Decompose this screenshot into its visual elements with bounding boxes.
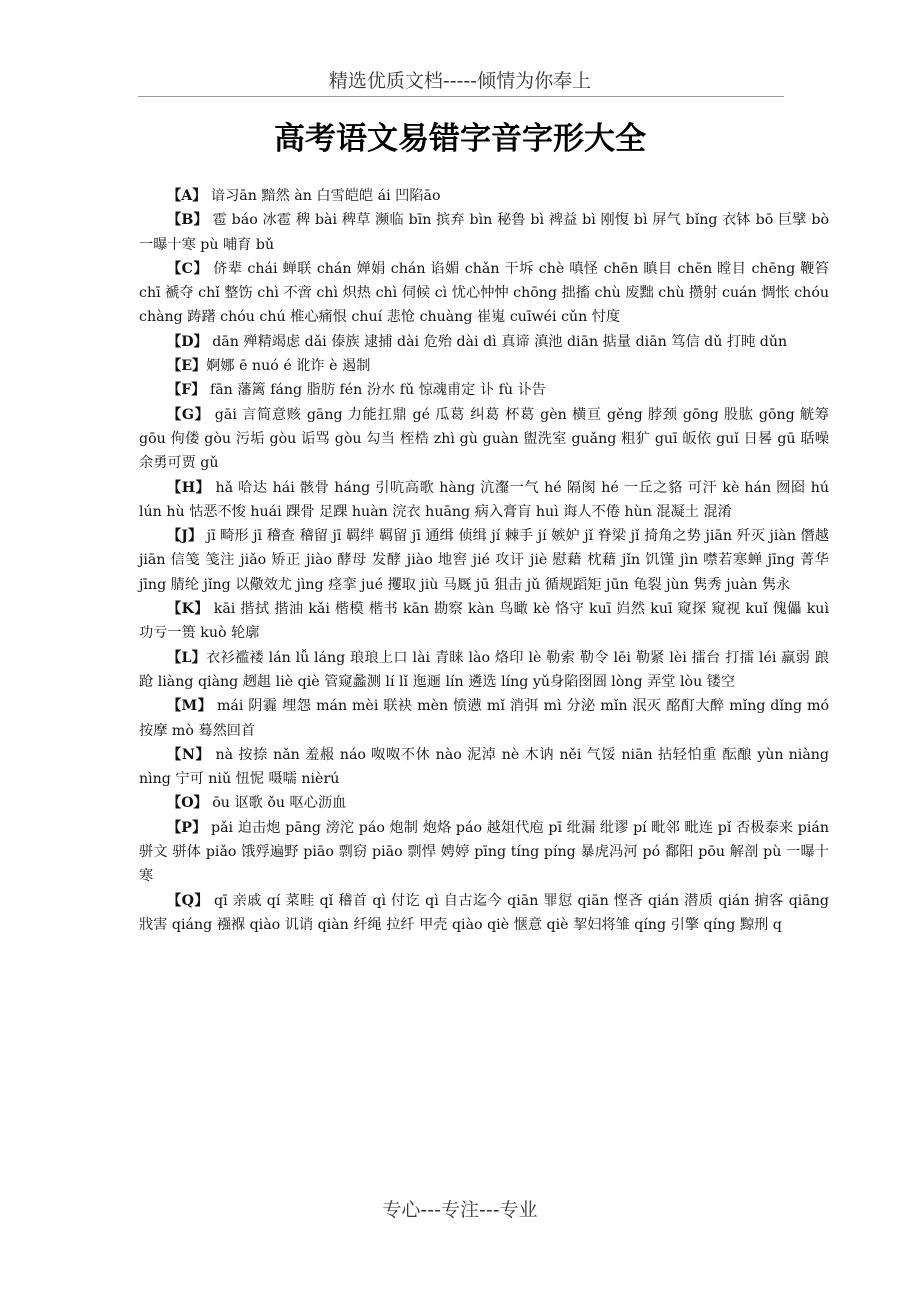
section-a	[139, 184, 829, 208]
section-d	[139, 330, 829, 354]
header-divider	[138, 96, 784, 97]
page-header: 精选优质文档-----倾情为你奉上	[328, 70, 592, 92]
section-label: 【E】	[167, 358, 207, 375]
section-label: 【J】	[167, 528, 203, 545]
section-label: 【B】	[167, 212, 208, 229]
section-q	[139, 889, 829, 938]
section-text: pǎi 迫击炮 pāng 滂沱 páo 炮制 炮烙 páo 越俎代庖 pī 纰漏 纰谬 pí 毗邻 毗连 pǐ 否极泰来 pián 骈文 骈体 piǎo 饿殍遍野 piāo 剽窃 piāo 剽悍 娉婷 pīng tíng píng 暴虎冯河 pó 鄱阳 pōu 解剖 pù 一曝十寒	[139, 819, 829, 885]
section-h	[139, 476, 829, 525]
section-c	[139, 257, 829, 330]
section-label: 【G】	[167, 406, 210, 423]
section-k	[139, 597, 829, 646]
section-o	[139, 791, 829, 815]
section-text: mái 阴霾 埋怨 mán mèi 联袂 mèn 愤懑 mǐ 消弭 mì 分泌 mǐn 泯灭 酩酊大醉 mǐng dǐng mó 按摩 mò 蓦然回首	[139, 698, 829, 739]
section-text: hǎ 哈达 hái 骸骨 háng 引吭高歌 hàng 沆瀣一气 hé 隔阂 hé 一丘之貉 可汗 kè hán 囫囵 hú lún hù 怙恶不悛 huái 踝骨 足踝 huàn 浣衣 huāng 病入膏肓 huì 诲人不倦 hùn 混凝土 混淆	[139, 479, 829, 520]
section-g	[139, 403, 829, 476]
section-label: 【A】	[167, 188, 207, 204]
section-label: 【O】	[167, 795, 208, 812]
section-text: dān 殚精竭虑 dǎi 傣族 逮捕 dài 危殆 dài dì 真谛 滇池 diān 掂量 diān 笃信 dǔ 打盹 dǔn	[207, 333, 788, 350]
section-f	[139, 378, 829, 402]
section-label: 【P】	[167, 819, 207, 836]
section-m	[139, 694, 829, 743]
page-footer: 专心---专注---专业	[382, 1199, 538, 1221]
section-text: 雹 báo 冰雹 稗 bài 稗草 濒临 bīn 摈弃 bìn 秘鲁 bì 裨益 bì 刚愎 bì 屏气 bǐng 衣钵 bō 巨擘 bò 一曝十寒 pù 哺育 bǔ	[139, 212, 829, 253]
section-label: 【D】	[167, 333, 208, 350]
document-body	[139, 184, 829, 937]
section-p	[139, 816, 829, 889]
section-text: qī 亲戚 qí 菜畦 qǐ 稽首 qì 付讫 qì 自古迄今 qiān 罪愆 qiān 悭吝 qián 潜质 qián 掮客 qiāng 戕害 qiáng 襁褓 qiào 讥诮 qiàn 纤绳 拉纤 甲壳 qiào qiè 惬意 qiè 挈妇将雏 qíng 引擎 qíng 黥刑 q	[139, 892, 829, 933]
section-label: 【L】	[167, 649, 207, 666]
section-label: 【N】	[167, 746, 211, 763]
section-text: 衣衫褴褛 lán lǚ láng 琅琅上口 lài 青睐 lào 烙印 lè 勒索 勒令 lēi 勒紧 lèi 擂台 打擂 léi 羸弱 踉跄 liàng qiàng 趔趄 liè qiè 管窥蠡测 lí lǐ 迤逦 lín 遴选 líng yǔ身陷囹圄 lòng 弄堂 lòu 镂空	[139, 649, 829, 690]
section-j	[139, 524, 829, 597]
section-text: 婀娜 ē nuó é 讹诈 è 遏制	[206, 358, 371, 375]
section-text: jī 畸形 jī 稽查 稽留 jī 羁绊 羁留 jī 通缉 侦缉 jí 棘手 jí 嫉妒 jǐ 脊梁 jǐ 掎角之势 jiān 歼灭 jiàn 僭越 jiān 信笺 笺注 jiǎo 矫正 jiào 酵母 发酵 jiào 地窖 jié 攻讦 jiè 慰藉 枕藉 jǐn 饥馑 jìn 噤若寒蝉 jīng 菁华 jīng 腈纶 jǐng 以儆效尤 jìng 痉挛 jué 攫取 jiù 马厩 jū 狙击 jǔ 循规蹈矩 jūn 龟裂 jùn 隽秀 juàn 隽永	[139, 528, 829, 593]
document-title: 高考语文易错字音字形大全	[274, 121, 646, 157]
section-text: fān 藩篱 fáng 脂肪 fén 汾水 fǔ 惊魂甫定 讣 fù 讣告	[205, 382, 546, 399]
section-text: gāi 言简意赅 gāng 力能扛鼎 gé 瓜葛 纠葛 杯葛 gèn 横亘 gěng 脖颈 gōng 股肱 gōng 觥筹 gōu 佝偻 gòu 污垢 gòu 诟骂 gòu 勾当 桎梏 zhì gù guàn 盥洗室 guǎng 粗犷 guī 皈依 guǐ 日晷 gū 聒噪 余勇可贾 gǔ	[139, 406, 829, 472]
section-label: 【F】	[167, 382, 206, 399]
section-label: 【Q】	[167, 892, 210, 909]
section-text: 侪辈 chái 蝉联 chán 婵娟 chán 谄媚 chǎn 干坼 chè 嗔怪 chēn 瞋目 chēn 瞠目 chēng 鞭笞 chī 褫夺 chǐ 整饬 chì 不啻 chì 炽热 chì 伺候 cì 忧心忡忡 chōng 拙搐 chù 废黜 chù 攒射 cuán 惆怅 chóu chàng 踌躇 chóu chú 椎心痛恨 chuí 悲怆 chuàng 崔嵬 cuīwéi cǔn 忖度	[139, 260, 829, 326]
section-text: 谙习ān 黯然 àn 白雪皑皑 ái 凹陷āo	[206, 188, 441, 204]
section-text: nà 按捺 nǎn 羞赧 náo 呶呶不休 nào 泥淖 nè 木讷 něi 气馁 niān 拈轻怕重 酝酿 yùn niàng nìng 宁可 niǔ 忸怩 嗫嚅 nièrú	[139, 746, 830, 788]
section-label: 【M】	[167, 698, 213, 715]
section-text: ōu 讴歌 ǒu 呕心沥血	[207, 795, 347, 812]
section-label: 【C】	[167, 260, 209, 277]
section-text: kāi 揩拭 揩油 kǎi 楷模 楷书 kān 勘察 kàn 鸟瞰 kè 恪守 kuī 岿然 kuī 窥探 窥视 kuǐ 傀儡 kuì 功亏一篑 kuò 轮廓	[139, 601, 829, 642]
section-label: 【H】	[167, 479, 211, 496]
section-e	[139, 354, 829, 378]
section-n	[139, 743, 829, 792]
section-l	[139, 646, 829, 695]
section-label: 【K】	[167, 601, 209, 618]
section-b	[139, 208, 829, 257]
